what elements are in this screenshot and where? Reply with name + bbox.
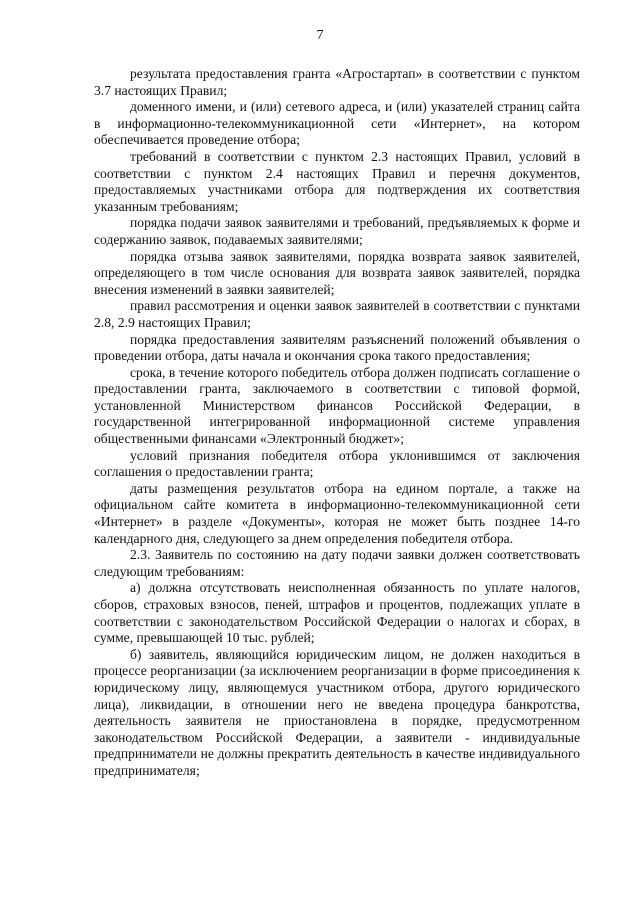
paragraph: порядка подачи заявок заявителями и требований, предъявляемых к форме и содержанию заявок, подаваемых заявителями;: [94, 215, 580, 247]
paragraph: требований в соответствии с пунктом 2.3 настоящих Правил, условий в соответствии с пунктом 2.4 настоящих Правил и перечня документов, предоставляемых участниками отбора для подтверждения их соответствия указанным требованиям;: [94, 148, 580, 214]
paragraph: правил рассмотрения и оценки заявок заявителей в соответствии с пунктами 2.8, 2.9 настоящих Правил;: [94, 298, 580, 330]
requirement-a-paragraph: а) должна отсутствовать неисполненная обязанность по уплате налогов, сборов, страховых взносов, пеней, штрафов и процентов, подлежащих уплате в соответствии с законодательством Российской Федерации о налогах и сборах, в сумме, превышающей 10 тыс. рублей;: [94, 580, 580, 646]
section-2-3-paragraph: 2.3. Заявитель по состоянию на дату подачи заявки должен соответствовать следующим требованиям:: [94, 547, 580, 579]
paragraph: доменного имени, и (или) сетевого адреса, и (или) указателей страниц сайта в информационно-телекоммуникационной сети «Интернет», на котором обеспечивается проведение отбора;: [94, 99, 580, 148]
paragraph: порядка предоставления заявителям разъяснений положений объявления о проведении отбора, даты начала и окончания срока такого предоставления;: [94, 331, 580, 364]
paragraph: срока, в течение которого победитель отбора должен подписать соглашение о предоставлении гранта, заключаемого в соответствии с типовой формой, установленной Министерством финансов Российской Федерации, в государственной интегрированной информационной системе управления общественными финансами «Электронный бюджет»;: [94, 364, 580, 447]
paragraph: порядка отзыва заявок заявителями, порядка возврата заявок заявителей, определяющего в том числе основания для возврата заявок заявителей, порядка внесения изменений в заявки заявителей;: [94, 248, 580, 297]
paragraph: даты размещения результатов отбора на едином портале, а также на официальном сайте комитета в информационно-телекоммуникационной сети «Интернет» в разделе «Документы», которая не может быть позднее 14-го календарного дня, следующего за днем определения победителя отбора.: [94, 480, 580, 546]
paragraph: результата предоставления гранта «Агростартап» в соответствии с пунктом 3.7 настоящих Правил;: [94, 66, 580, 98]
requirement-b-paragraph: б) заявитель, являющийся юридическим лицом, не должен находиться в процессе реорганизации (за исключением реорганизации в форме присоединения к юридическому лицу, являющемуся участником отбора, другого юридического лица), ликвидации, в отношении него не введена процедура банкротства, деятельность заявителя не приостановлена в порядке, предусмотренном законодательством Российской Федерации, а заявители - индивидуальные предприниматели не должны прекратить деятельность в качестве индивидуального предпринимателя;: [94, 646, 580, 778]
page-number: 7: [316, 28, 324, 43]
paragraph: условий признания победителя отбора уклонившимся от заключения соглашения о предоставлении гранта;: [94, 447, 580, 480]
document-body: [94, 66, 580, 780]
